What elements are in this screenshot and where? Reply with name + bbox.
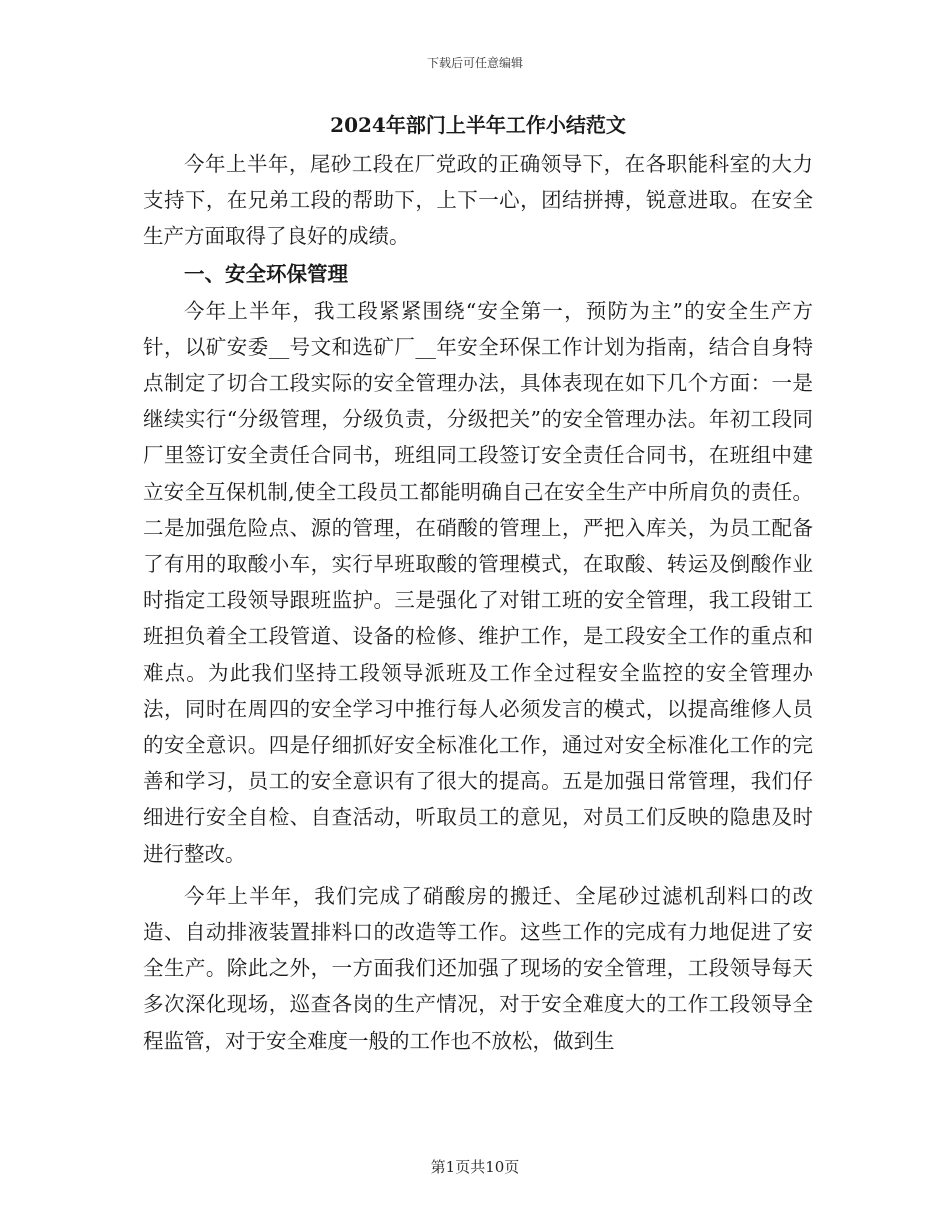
document-title: 2024年部门上半年工作小结范文 [330,113,626,137]
safety-paragraph-2: 今年上半年，我们完成了硝酸房的搬迁、全尾砂过滤机刮料口的改造、自动排液装置排料口的改造等工作。这些工作的完成有力地促进了安全生产。除此之外，一方面我们还加强了现场的安全管理，工段领导每天多次深化现场，巡查各岗的生产情况，对于安全难度大的工作工段领导全程监管，对于安全难度一般的工作也不放松，做到生 [143,883,813,1053]
intro-paragraph: 今年上半年，尾砂工段在厂党政的正确领导下，在各职能科室的大力支持下，在兄弟工段的帮助下，上下一心，团结拼搏，锐意进取。在安全生产方面取得了良好的成绩。 [143,152,813,249]
header-note: 下载后可任意编辑 [426,56,523,70]
section-heading-safety: 一、安全环保管理 [184,261,348,286]
safety-paragraph-1: 今年上半年，我工段紧紧围绕“安全第一，预防为主”的安全生产方针，以矿安委__号文和选矿厂__年安全环保工作计划为指南，结合自身特点制定了切合工段实际的安全管理办法，具体表现在如下几个方面：一是继续实行“分级管理，分级负责，分级把关”的安全管理办法。年初工段同厂里签订安全责任合同书，班组同工段签订安全责任合同书，在班组中建立安全互保机制,使全工段员工都能明确自己在安全生产中所肩负的责任。二是加强危险点、源的管理，在硝酸的管理上，严把入库关，为员工配备了有用的取酸小车，实行早班取酸的管理模式，在取酸、转运及倒酸作业时指定工段领导跟班监护。三是强化了对钳工班的安全管理，我工段钳工班担负着全工段管道、设备的检修、维护工作，是工段安全工作的重点和难点。为此我们坚持工段领导派班及工作全过程安全监控的安全管理办法，同时在周四的安全学习中推行每人必须发言的模式，以提高维修人员的安全意识。四是仔细抓好安全标准化工作，通过对安全标准化工作的完善和学习，员工的安全意识有了很大的提高。五是加强日常管理，我们仔细进行安全自检、自查活动，听取员工的意见，对员工们反映的隐患及时进行整改。 [143,298,813,866]
document-body [143,108,813,1059]
page-number-footer: 第1页共10页 [430,1158,520,1176]
